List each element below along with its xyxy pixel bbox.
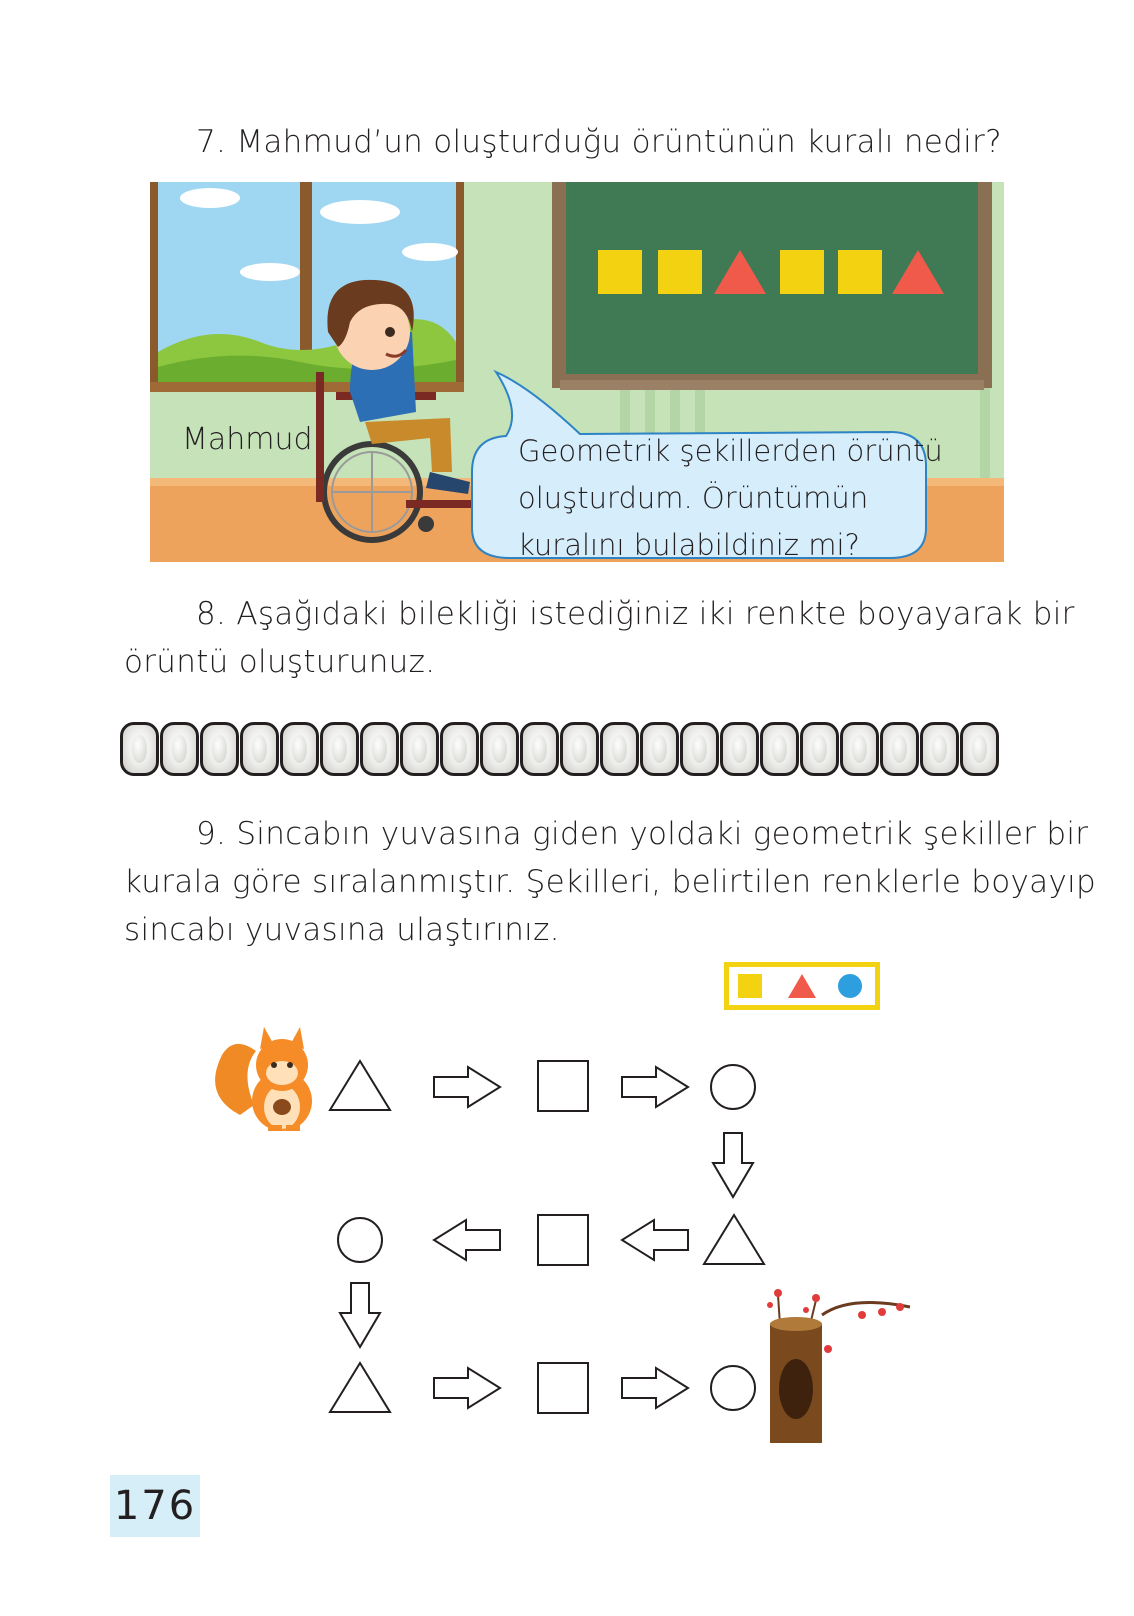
legend-blue-circle bbox=[838, 974, 862, 998]
path-triangle[interactable] bbox=[330, 1061, 390, 1110]
path-square[interactable] bbox=[538, 1215, 588, 1265]
path-triangle[interactable] bbox=[704, 1215, 764, 1264]
bead[interactable] bbox=[200, 722, 239, 776]
bead[interactable] bbox=[480, 722, 519, 776]
arrow-down-icon bbox=[713, 1133, 753, 1197]
squirrel bbox=[215, 1027, 312, 1131]
question-7-title: 7. Mahmud’un oluşturduğu örüntünün kuralı nedir? bbox=[196, 124, 1002, 160]
bead[interactable] bbox=[600, 722, 639, 776]
question-9-line-2: kurala göre sıralanmıştır. Şekilleri, belirtilen renklerle boyayıp bbox=[124, 864, 1096, 900]
legend-yellow-square bbox=[738, 974, 762, 998]
bead[interactable] bbox=[360, 722, 399, 776]
bead[interactable] bbox=[680, 722, 719, 776]
speech-line-2: oluşturdum. Örüntümün bbox=[518, 481, 869, 515]
question-8-line-2: örüntü oluşturunuz. bbox=[124, 644, 436, 680]
bead[interactable] bbox=[320, 722, 359, 776]
bead[interactable] bbox=[920, 722, 959, 776]
arrow-down-icon bbox=[340, 1283, 380, 1347]
question-8-line-1: 8. Aşağıdaki bilekliği istediğiniz iki renkte boyayarak bir bbox=[196, 596, 1075, 632]
tree-stump-home bbox=[767, 1289, 910, 1443]
bead[interactable] bbox=[640, 722, 679, 776]
color-legend bbox=[724, 962, 880, 1010]
bead[interactable] bbox=[800, 722, 839, 776]
bead[interactable] bbox=[760, 722, 799, 776]
bead[interactable] bbox=[160, 722, 199, 776]
bead[interactable] bbox=[400, 722, 439, 776]
speech-line-1: Geometrik şekillerden örüntü bbox=[518, 434, 943, 468]
arrow-right-icon bbox=[434, 1067, 500, 1107]
arrow-left-icon bbox=[434, 1220, 500, 1260]
bead[interactable] bbox=[240, 722, 279, 776]
path-circle[interactable] bbox=[338, 1218, 382, 1262]
arrow-left-icon bbox=[622, 1220, 688, 1260]
bead[interactable] bbox=[880, 722, 919, 776]
squirrel-path bbox=[210, 1015, 930, 1455]
arrow-right-icon bbox=[434, 1368, 500, 1408]
page-number: 176 bbox=[110, 1475, 200, 1537]
path-circle[interactable] bbox=[711, 1065, 755, 1109]
speech-bubble-text bbox=[518, 428, 943, 569]
bead[interactable] bbox=[960, 722, 999, 776]
bead[interactable] bbox=[840, 722, 879, 776]
bead[interactable] bbox=[560, 722, 599, 776]
path-square[interactable] bbox=[538, 1061, 588, 1111]
path-square[interactable] bbox=[538, 1363, 588, 1413]
bead[interactable] bbox=[280, 722, 319, 776]
speech-line-3: kuralını bulabildiniz mi? bbox=[518, 528, 860, 562]
arrow-right-icon bbox=[622, 1067, 688, 1107]
path-circle[interactable] bbox=[711, 1366, 755, 1410]
arrow-right-icon bbox=[622, 1368, 688, 1408]
question-9-line-1: 9. Sincabın yuvasına giden yoldaki geometrik şekiller bir bbox=[196, 816, 1089, 852]
bead[interactable] bbox=[440, 722, 479, 776]
bead[interactable] bbox=[720, 722, 759, 776]
question-9-line-3: sincabı yuvasına ulaştırınız. bbox=[124, 912, 560, 948]
path-triangle[interactable] bbox=[330, 1363, 390, 1412]
window bbox=[150, 182, 464, 392]
bead[interactable] bbox=[120, 722, 159, 776]
name-label-mahmud: Mahmud bbox=[182, 422, 313, 457]
bead[interactable] bbox=[520, 722, 559, 776]
